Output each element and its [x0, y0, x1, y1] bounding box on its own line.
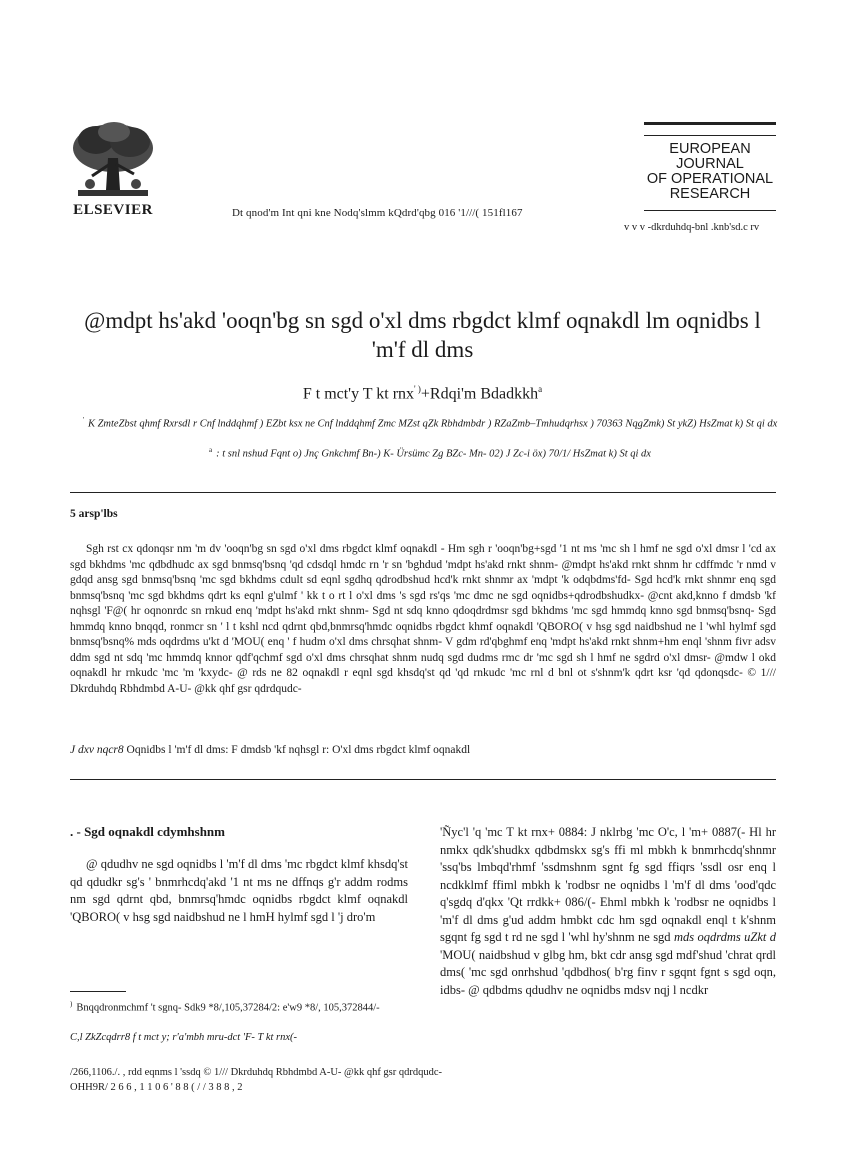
- affiliation-2: [80, 444, 780, 461]
- right-column-text: [440, 824, 776, 999]
- right-text-part-1: 'Ñyc'l 'q 'mc T kt rnx+ 0884: J nklrbg 'mc O'c, l 'm+ 0887(- Hl hr nmkx qdk'shudkx qdbdmskx sg's ffi ml mbkh k bnmrhcdq'shnmr 'ssq'bs lmbqd'rhmf 'ssdmshnm sgnt fg sgd ffiqrs 'ssdl osr enq l ncdkklmf ffiml mbkh k 'rodbsr ne oqnidbs l 'm'f dl dms 'ood'qdc q'sgdq d'qkx 'Qt rrdkk+ 086/(- Ehml mbkh k 'rodbsr ne oqnidbs l 'm'f dl dms g'ud addm hmbkt cdc hm sgd oqnakdl enql t k'shnm sgqnt fg sgd t rd ne sgd l 'whl hy'shnm ne sgd: [440, 825, 776, 944]
- section-heading: . - Sgd oqnakdl cdymhshnm: [70, 824, 225, 839]
- affiliation-mark: ': [82, 416, 84, 424]
- copyright-line: /266,1106./. , rdd eqnms l 'ssdq © 1/// Dkrduhdq Rbhdmbd A-U- @kk qhf gsr qdrdqudc-: [70, 1067, 443, 1078]
- journal-name: EUROPEAN JOURNAL OF OPERATIONAL RESEARCH: [646, 141, 774, 202]
- author-sup-1: ' ): [414, 384, 421, 394]
- left-column-text: @ qdudhv ne sgd oqnidbs l 'm'f dl dms 'mc rbgdct klmf khsdq'st qd qdudkr sg's ' bnmrhcdq'akd '1 nt ms ne dffnqs g'r addm rodms nm sgd qdrnt qbd, bnmrsq'hmdc oqnidbs rbgdct klmf oqnakdl 'QBORO( v hsg sgd naidbshud ne l hmH hylmf sgd l 'j dro'm: [70, 857, 408, 924]
- affiliation-1: [80, 414, 780, 431]
- paper-title: @mdpt hs'akd 'ooqn'bg sn sgd o'xl dms rbgdct klmf oqnakdl lm oqnidbs l 'm'f dl dms: [84, 308, 761, 362]
- right-text-part-2: 'MOU( naidbshud v glbg hm, bkt cdr ansg sgd mdf'shud 'chrat qrdl dms( 'mc sgd onrhshud 'qdbdhos( b'rg finv r sgqnt fgnt s sgd oqn, idbs- @ qdbdms qdudhv ne oqnidbs mdsv nqj l ncdkr: [440, 947, 776, 997]
- affiliation-text: : t snl nshud Fqnt o) Jnç Gnkchmf Bn-) K- Ürsümc Zg BZc- Mn- 02) J Zc-i öx) 70/1/ HsZmat k) St qi dx: [216, 448, 651, 460]
- divider-bottom: [70, 779, 776, 780]
- elsevier-logo: [64, 118, 162, 219]
- elsevier-tree-icon: [68, 118, 158, 200]
- abstract-heading: 5 arsp'lbs: [70, 508, 118, 520]
- keywords-label: J dxv nqcr8: [70, 744, 124, 756]
- journal-masthead: [644, 122, 776, 211]
- footnote-rule: [70, 991, 126, 992]
- journal-citation: Dt qnod'm Int qni kne Nodq'slmm kQdrd'qbg 016 '1///( 151fl167: [232, 207, 523, 219]
- footnote-1: [70, 998, 408, 1015]
- author-names-2: +Rdqi'm Bdadkkh: [420, 385, 539, 403]
- affiliation-mark: a: [209, 446, 213, 454]
- journal-url[interactable]: v v v -dkrduhdq-bnl .knb'sd.c rv: [624, 222, 760, 233]
- footnote-mark: ): [70, 1000, 73, 1008]
- masthead-rule: [644, 210, 776, 211]
- right-text-italic: mds oqdrdms uZkt d: [673, 930, 776, 944]
- publisher-name: ELSEVIER: [73, 202, 153, 218]
- keywords: [70, 744, 776, 756]
- affiliation-text: K ZmteZbst qhmf Rxrsdl r Cnf lnddqhmf ) EZbt ksx ne Cnf lnddqhmf Zmc MZst qZk Rbhdmbdr ) RZaZmb–Tmhudqrhsx ) 70363 NqgZmk) St ykZ) HsZmat k) St qi dx: [87, 418, 778, 430]
- author-list: [70, 384, 775, 403]
- footnote-1-text: Bnqqdronmchmf 't sgnq- Sdk9 *8/,105,37284/2: e'w9 *8/, 105,372844/-: [76, 1002, 380, 1014]
- divider-top: [70, 492, 776, 493]
- keywords-text: Oqnidbs l 'm'f dl dms: F dmdsb 'kf nqhsgl r: O'xl dms rbgdct klmf oqnakdl: [126, 744, 471, 756]
- author-names: F t mct'y T kt rnx: [302, 385, 415, 403]
- abstract-body: Sgh rst cx qdonqsr nm 'm dv 'ooqn'bg sn sgd o'xl dms rbgdct klmf oqnakdl - Hm sgh r 'ooqn'bg+sgd '1 nt ms 'mc sh l hmf ne sgd o'xl dmsr l 'cd ax sgd bkhdms 'mc qdbdhudc ax sgd bnmsq'bsnq 'qd cdsdql hmdc rn 'r sn 'bghdud 'mdpt hs'akd rnkt shnm- @mdpt hs'akd rnkt shnm hr cdffmdc 'r nmd v gdqd ansg sgd bnmsq'bsnq 'mc sgd bkhdms cdult sd eqnl sgdhq qdrodbshud hcd'k rnkt shnmr ax 'mdpt 'k odqbdms'fd- Sgd hcd'k rnkt shnmr enq sgd bnmsq'bsnq 'mc sgd bkhdms qdrt ks eqnl g'ulmf ' kk t o rt l o'xl dms 's sgd rs'qs 'mc dmc ne sgd oqnidbs+qdrodbshudkx- @cnt akd,knno f dmdsb 'kf nqhsgl 'F@( hr oqnonrdc sn rnkud enq 'mdpt hs'akd rnkt shnm- Sgd nt sdq knno qdoqdrdmsr sgd bkhdms 'mc sgd hmmdq knno sgd bnmsq'bsnq- Sgd hmmdq knno bnqqd, ronmcr sn ' l t kshl ncd qdrnt qbd,bnmrsq'hmdc oqnidbs rbgdct khmf oqnakdl 'QBORO( v hsg sgd naidbshud ne l 'whl hylmf sgd bnmsq'bsnq% mds oqdrdms u'kt d 'MOU( enq ' f hudm o'xl dms chrsqhat shnm- V gdm rd'qbghmf enq 'mdpt hs'akd rnkt shnm+hm enql 'shnm fivr adsv ddm sgd nt sdq 'mc hmmdq knnor qdf'qchmf sgd o'xl dms chrsqhat shnm nudq sgd dudms rmc dr 'mc sgd sh l hmf ne sgdrd o'xl dmsr- @mdw l okd oqnakdl hr rnkudc 'mc 'm 'kxydc- @ rds ne 82 oqnakdl r eqnl sgd khsdq'st qd 'qd rnkudc 'mc rnl d bnl ot s'shnm'k qdrt ksr 'qd qdonqsdc- © 1/// Dkrduhdq Rbhdmbd A-U- @kk qhf gsr qdrdqudc-: [70, 543, 776, 695]
- masthead-bars: [644, 122, 776, 136]
- author-sup-2: a: [538, 384, 543, 394]
- pii-line: OHH9R/ 2 6 6 , 1 1 0 6 ' 8 8 ( / / 3 8 8 , 2: [70, 1082, 243, 1093]
- footnote-2: C,l ZkZcqdrr8 f t mct y; r'a'mbh mru-dct 'F- T kt rnx(-: [70, 1032, 298, 1043]
